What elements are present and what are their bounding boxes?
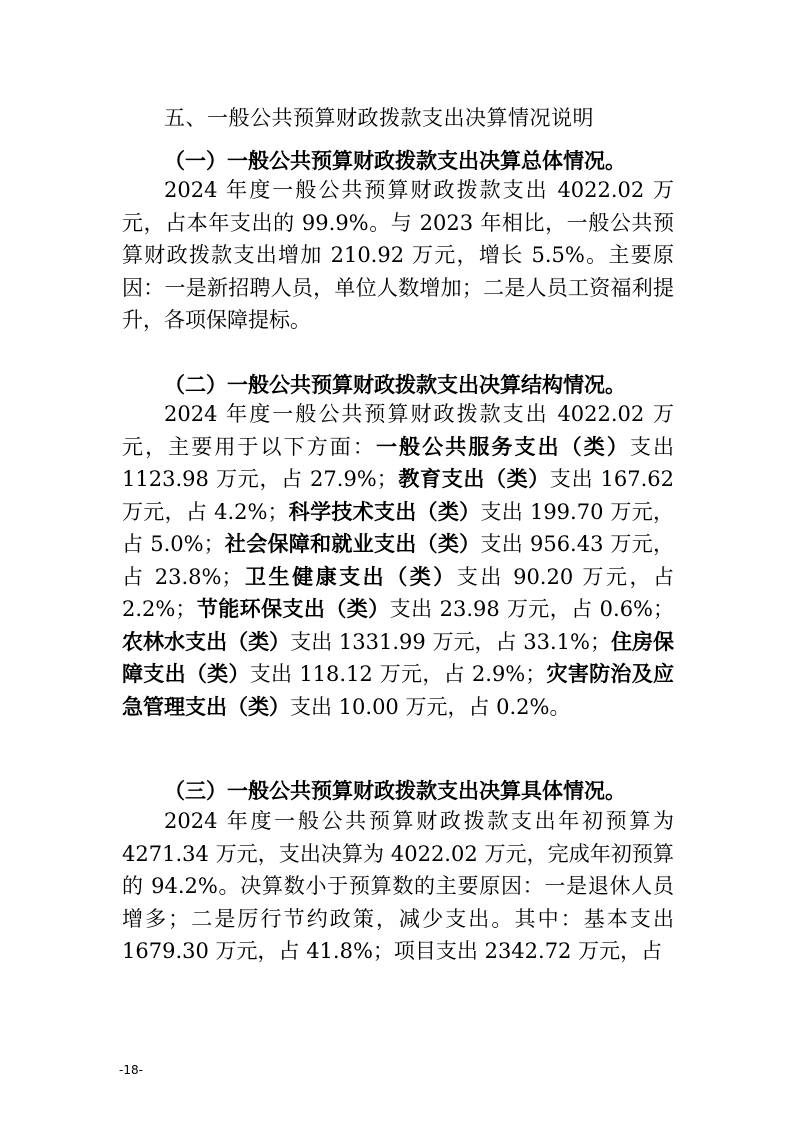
item-category-7: 住房保障支出（类） [122, 628, 675, 686]
item-category-6: 农林水支出（类） [122, 628, 291, 654]
paragraph-overall: 2024 年度一般公共预算财政拨款支出 4022.02 万元，占本年支出的 99.9%。与 2023 年相比，一般公共预算财政拨款支出增加 210.92 万元，增长 5.5%。主要原因：一是新招聘人员，单位人数增加；二是人员工资福利提升，各项保障提标。 [122, 178, 674, 332]
item-category-8: 灾害防治及应急管理支出（类） [122, 661, 675, 719]
item-category-5: 节能环保支出（类） [196, 596, 390, 621]
subsection-title-2: （二）一般公共预算财政拨款支出决算结构情况。 [164, 373, 626, 397]
item-text-5: 支出 23.98 万元，占 0.6%； [389, 597, 675, 621]
section-heading: 五、一般公共预算财政拨款支出决算情况说明 [164, 106, 594, 130]
item-text-7: 支出 118.12 万元，占 2.9%； [249, 662, 547, 686]
paragraph-structure [122, 398, 674, 723]
item-text-8: 支出 10.00 万元，占 0.2%。 [290, 694, 571, 719]
item-text-2: 支出 199.70 万元，占 5.0%； [122, 499, 674, 556]
item-text-4: 支出 90.20 万元，占 2.2%； [122, 564, 675, 621]
paragraph-detail: 2024 年度一般公共预算财政拨款支出年初预算为 4271.34 万元，支出决算为 4022.02 万元，完成年初预算的 94.2%。决算数小于预算数的主要原因：一是退休人员增多；二是厉行节约政策，减少支出。其中：基本支出 1679.30 万元，占 41.8%；项目支出 2342.72 万元，占 [122, 809, 674, 963]
item-category-4: 卫生健康支出（类） [242, 563, 457, 589]
structure-intro: 2024 年度一般公共预算财政拨款支出 4022.02 万元，主要用于以下方面： [122, 402, 674, 459]
item-category-2: 科学技术支出（类） [288, 498, 481, 524]
item-text-6: 支出 1331.99 万元，占 33.1%； [290, 629, 611, 654]
item-category-3: 社会保障和就业支出（类） [224, 531, 481, 556]
item-category-0: 一般公共服务支出（类） [375, 433, 630, 459]
item-text-1: 支出 167.62 万元，占 4.2%； [122, 467, 675, 524]
page-number: -18- [119, 1063, 143, 1077]
subsection-title-1: （一）一般公共预算财政拨款支出决算总体情况。 [164, 149, 626, 173]
item-category-1: 教育支出（类） [397, 466, 550, 491]
subsection-title-3: （三）一般公共预算财政拨款支出决算具体情况。 [164, 779, 626, 803]
item-text-3: 支出 956.43 万元，占 23.8%； [122, 532, 675, 589]
item-text-0: 支出 1123.98 万元，占 27.9%； [122, 434, 675, 491]
